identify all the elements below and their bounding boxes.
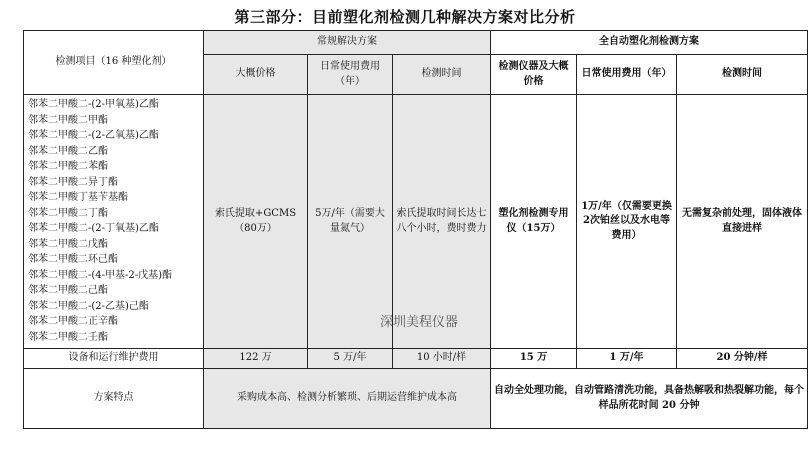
header-item-col: 检测项目（16 种塑化剂） [24, 31, 204, 95]
list-item: 邻苯二甲酸二-(2-甲氧基)乙酯 [28, 99, 159, 110]
list-item: 邻苯二甲酸二苯酯 [28, 161, 108, 172]
comparison-table [23, 30, 808, 429]
cost-conv-daily: 5 万/年 [308, 349, 393, 369]
feature-row [24, 369, 808, 429]
list-item: 邻苯二甲酸丁基苄基酯 [28, 192, 128, 203]
list-item: 邻苯二甲酸二-(2-乙氧基)乙酯 [28, 130, 159, 141]
list-item: 邻苯二甲酸二正辛酯 [28, 316, 118, 327]
list-item: 邻苯二甲酸二戊酯 [28, 238, 108, 250]
list-item: 邻苯二甲酸二-(4-甲基-2-戊基)酯 [28, 269, 173, 281]
header-auto-time: 检测时间 [677, 55, 808, 95]
list-item: 邻苯二甲酸二-(2-丁氧基)乙酯 [28, 223, 159, 234]
cost-auto-instrument: 15 万 [491, 349, 577, 369]
list-item: 邻苯二甲酸二甲酯 [28, 114, 108, 126]
cost-auto-daily: 1 万/年 [577, 349, 677, 369]
cost-row [24, 349, 808, 369]
items-list [24, 95, 204, 349]
feature-auto: 自动全处理功能，自动管路清洗功能，具备热解吸和热裂解功能，每个样品所花时间 20 分钟 [491, 369, 808, 429]
header-auto-instrument: 检测仪器及大概价格 [491, 55, 577, 95]
list-item: 邻苯二甲酸二乙酯 [28, 145, 108, 157]
header-time: 检测时间 [393, 55, 491, 95]
list-item: 邻苯二甲酸二丁酯 [28, 207, 108, 219]
conventional-price: 索氏提取+GCMS（80万） [204, 95, 308, 349]
feature-conventional: 采购成本高、检测分析繁琐、后期运营维护成本高 [204, 369, 491, 429]
cost-row-label: 设备和运行维护费用 [24, 349, 204, 369]
cost-auto-time: 20 分钟/样 [677, 349, 808, 369]
auto-daily-cost: 1万/年（仅需要更换2次铂丝以及水电等费用） [577, 95, 677, 349]
feature-row-label: 方案特点 [24, 369, 204, 429]
page-title: 第三部分：目前塑化剂检测几种解决方案对比分析 [234, 8, 576, 26]
conventional-daily-cost: 5万/年（需要大量氮气） [308, 95, 393, 349]
cost-conv-time: 10 小时/样 [393, 349, 491, 369]
watermark-text: 深圳美程仪器 [380, 315, 459, 330]
list-item: 邻苯二甲酸二己酯 [28, 285, 108, 296]
list-item: 邻苯二甲酸二环己酯 [28, 254, 118, 265]
auto-instrument: 塑化剂检测专用仪（15万） [491, 95, 577, 349]
cost-conv-price: 122 万 [204, 349, 308, 369]
header-daily-cost: 日常使用费用（年） [308, 55, 393, 95]
header-row-1 [24, 31, 808, 55]
auto-time: 无需复杂前处理，固体液体直接进样 [677, 95, 808, 349]
list-item: 邻苯二甲酸二异丁酯 [28, 176, 118, 188]
header-group-auto: 全自动塑化剂检测方案 [491, 31, 808, 55]
list-item: 邻苯二甲酸二-(2-乙基)己酯 [28, 300, 149, 312]
conventional-time: 索氏提取时间长达七八个小时，费时费力 [393, 95, 491, 349]
header-price: 大概价格 [204, 55, 308, 95]
header-auto-daily: 日常使用费用（年） [577, 55, 677, 95]
list-item: 邻苯二甲酸二壬酯 [28, 331, 108, 343]
header-group-conventional: 常规解决方案 [204, 31, 491, 55]
